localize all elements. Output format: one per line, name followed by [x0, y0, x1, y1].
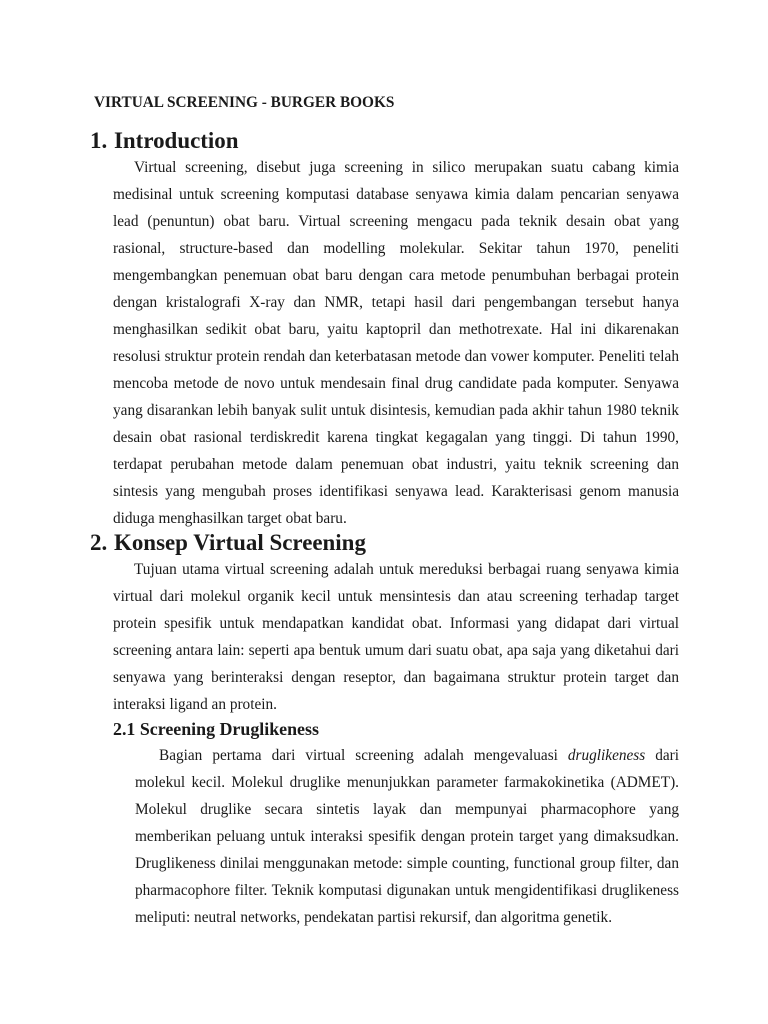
section-heading-konsep-virtual-screening	[90, 529, 366, 556]
section-title: Konsep Virtual Screening	[114, 530, 366, 555]
druglikeness-text-start: Bagian pertama dari virtual screening adalah mengevaluasi	[159, 747, 568, 764]
konsep-paragraph: Tujuan utama virtual screening adalah untuk mereduksi berbagai ruang senyawa kimia virtual dari molekul organik kecil untuk mensintesis dan atau screening terhadap target protein spesifik untuk mendapatkan kandidat obat. Informasi yang didapat dari virtual screening antara lain: seperti apa bentuk umum dari suatu obat, apa saja yang diketahui dari senyawa yang berinteraksi dengan reseptor, dan bagaimana struktur protein target dan interaksi ligand an protein.	[113, 561, 679, 713]
introduction-paragraph: Virtual screening, disebut juga screening in silico merupakan suatu cabang kimia medisinal untuk screening komputasi database senyawa kimia dalam pencarian senyawa lead (penuntun) obat baru. Virtual screening mengacu pada teknik desain obat yang rasional, structure-based dan modelling molekular. Sekitar tahun 1970, peneliti mengembangkan penemuan obat baru dengan cara metode penumbuhan berbagai protein dengan kristalografi X-ray dan NMR, tetapi hasil dari pengembangan tersebut hanya menghasilkan sedikit obat baru, yaitu kaptopril dan methotrexate. Hal ini dikarenakan resolusi struktur protein rendah dan keterbatasan metode dan vower komputer. Peneliti telah mencoba metode de novo untuk mendesain final drug candidate pada komputer. Senyawa yang disarankan lebih banyak sulit untuk disintesis, kemudian pada akhir tahun 1980 teknik desain obat rasional terdiskredit karena tingkat kegagalan yang tinggi. Di tahun 1990, terdapat perubahan metode dalam penemuan obat industri, yaitu teknik screening dan sintesis yang mengubah proses identifikasi senyawa lead. Karakterisasi genom manusia diduga menghasilkan target obat baru.	[113, 159, 679, 527]
druglikeness-paragraph	[135, 742, 679, 931]
section-heading-introduction	[90, 127, 239, 154]
druglikeness-emphasis: druglikeness	[567, 747, 646, 764]
document-title: VIRTUAL SCREENING - BURGER BOOKS	[94, 94, 395, 111]
druglikeness-text-end: dari molekul kecil. Molekul druglike menunjukkan parameter farmakokinetika (ADMET). Molekul druglike secara sintetis layak dan mempunyai pharmacophore yang memberikan peluang untuk interaksi spesifik dengan protein target yang dimaksudkan. Druglikeness dinilai menggunakan metode: simple counting, functional group filter, dan pharmacophore filter. Teknik komputasi digunakan untuk mengidentifikasi druglikeness meliputi: neutral networks, pendekatan partisi rekursif, dan algoritma genetik.	[135, 747, 679, 926]
section-number: 1.	[90, 128, 108, 153]
section-number: 2.	[90, 530, 108, 555]
subsection-heading-screening-druglikeness: 2.1 Screening Druglikeness	[113, 719, 319, 739]
section-title: Introduction	[114, 128, 239, 153]
